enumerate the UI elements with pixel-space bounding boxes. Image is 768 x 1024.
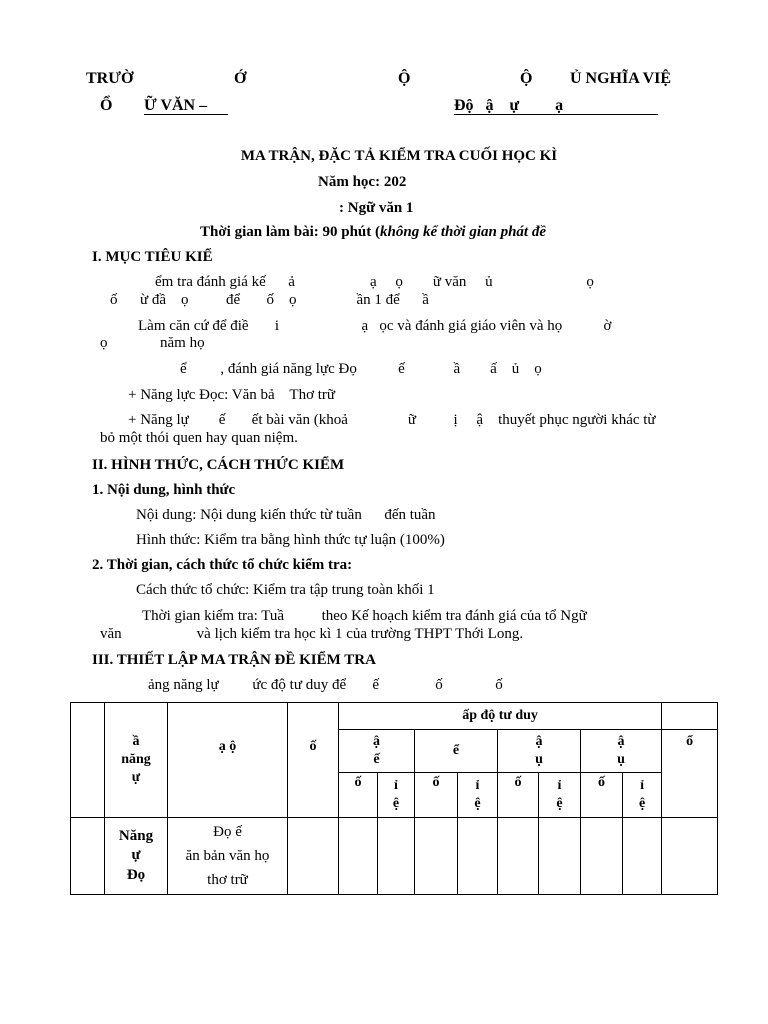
- header-fragment: Ớ: [234, 70, 247, 87]
- table-cell: [339, 817, 378, 894]
- paragraph: Thời gian kiểm tra: Tuầ theo Kế hoạch kiểm tra đánh giá của tổ Ngữ: [142, 608, 587, 624]
- table-cell: [288, 817, 339, 894]
- row-content: Đọ ế ăn bản văn họ thơ trữ: [168, 817, 288, 894]
- header-level-1: ậ ế: [339, 730, 415, 773]
- subheading: 1. Nội dung, hình thức: [92, 482, 236, 498]
- table-cell: [623, 817, 662, 894]
- header-skill: ầ năng ự: [105, 703, 168, 818]
- table-cell: [415, 817, 458, 894]
- subheading: 2. Thời gian, cách thức tổ chức kiểm tra:: [92, 557, 353, 573]
- row-skill-reading: Năng ự Đọ: [105, 817, 168, 894]
- header-fragment: Ộ: [398, 70, 411, 87]
- document-title: MA TRẬN, ĐẶC TẢ KIỂM TRA CUỐI HỌC KÌ: [240, 148, 558, 164]
- paragraph: Cách thức tổ chức: Kiểm tra tập trung toàn khối 1: [136, 582, 435, 598]
- table-cell: [539, 817, 581, 894]
- subject: : Ngữ văn 1: [339, 200, 414, 216]
- table-cell: [662, 817, 718, 894]
- table-row: [71, 817, 718, 894]
- header-school: TRƯỜ: [86, 70, 134, 87]
- header-level-3: ậ ụ: [498, 730, 581, 773]
- section-1-heading: I. MỤC TIÊU KIỂ: [92, 249, 213, 265]
- paragraph: văn và lịch kiểm tra học kì 1 của trường THPT Thới Long.: [100, 626, 524, 642]
- subheader-ratio: ỉ ệ: [539, 773, 581, 817]
- subheader-ratio: ỉ ệ: [378, 773, 415, 817]
- subheader-ratio: ỉ ệ: [458, 773, 498, 817]
- table-cell: [662, 703, 718, 730]
- section-2-heading: II. HÌNH THỨC, CÁCH THỨC KIỂM: [92, 457, 345, 473]
- paragraph: ọ năm họ: [100, 335, 205, 351]
- header-total: ổ: [662, 730, 718, 817]
- header-content: ạ ộ: [168, 703, 288, 818]
- paragraph: Làm căn cứ để điề i ạ ọc và đánh giá giáo viên và họ ờ: [138, 318, 612, 334]
- subheader-count: ố: [581, 773, 623, 817]
- header-group: Ổ: [100, 97, 113, 114]
- header-question-count: ố: [288, 703, 339, 818]
- bullet-item: + Năng lự ế ết bài văn (khoả ữ ị ậ thuyết phục người khác từ: [128, 412, 656, 428]
- header-country: Ủ NGHĨA VIỆ: [570, 70, 672, 87]
- school-year: Năm học: 202: [318, 174, 407, 190]
- header-level-group: ấp độ tư duy: [339, 703, 662, 730]
- paragraph: ố ừ đầ ọ để ố ọ ần 1 để ầ: [110, 292, 429, 308]
- table-cell: [458, 817, 498, 894]
- header-level-4: ậ ụ: [581, 730, 662, 773]
- table-cell: [498, 817, 539, 894]
- header-fragment: Ộ: [520, 70, 533, 87]
- subheader-count: ố: [498, 773, 539, 817]
- header-motto: Độ ậ ự ạ: [454, 97, 658, 115]
- paragraph: ểm tra đánh giá kế ả ạ ọ ữ văn ủ ọ: [155, 274, 594, 290]
- table-cell: [71, 817, 105, 894]
- assessment-matrix-table: [70, 702, 718, 895]
- paragraph: ể , đánh giá năng lực Đọ ế ầ ấ ủ ọ: [180, 361, 542, 377]
- subheader-count: ố: [339, 773, 378, 817]
- header-department: Ữ VĂN –: [144, 97, 228, 115]
- table-cell: [71, 703, 105, 818]
- paragraph: Nội dung: Nội dung kiến thức từ tuần đến tuần: [136, 507, 436, 523]
- bullet-item: + Năng lực Đọc: Văn bả Thơ trữ: [128, 387, 336, 403]
- paragraph: Hình thức: Kiểm tra bằng hình thức tự luận (100%): [136, 532, 445, 548]
- table-header-row: [71, 703, 718, 730]
- subheader-count: ố: [415, 773, 458, 817]
- section-3-heading: III. THIẾT LẬP MA TRẬN ĐỀ KIỂM TRA: [92, 652, 376, 668]
- table-cell: [378, 817, 415, 894]
- subheader-ratio: ỉ ệ: [623, 773, 662, 817]
- paragraph: ảng năng lự ức độ tư duy để ế ố ố: [148, 677, 503, 693]
- bullet-item: bỏ một thói quen hay quan niệm.: [100, 430, 298, 446]
- table-cell: [581, 817, 623, 894]
- time-limit: Thời gian làm bài: 90 phút (không kể thời gian phát đề: [200, 224, 547, 240]
- header-level-2: ể: [415, 730, 498, 773]
